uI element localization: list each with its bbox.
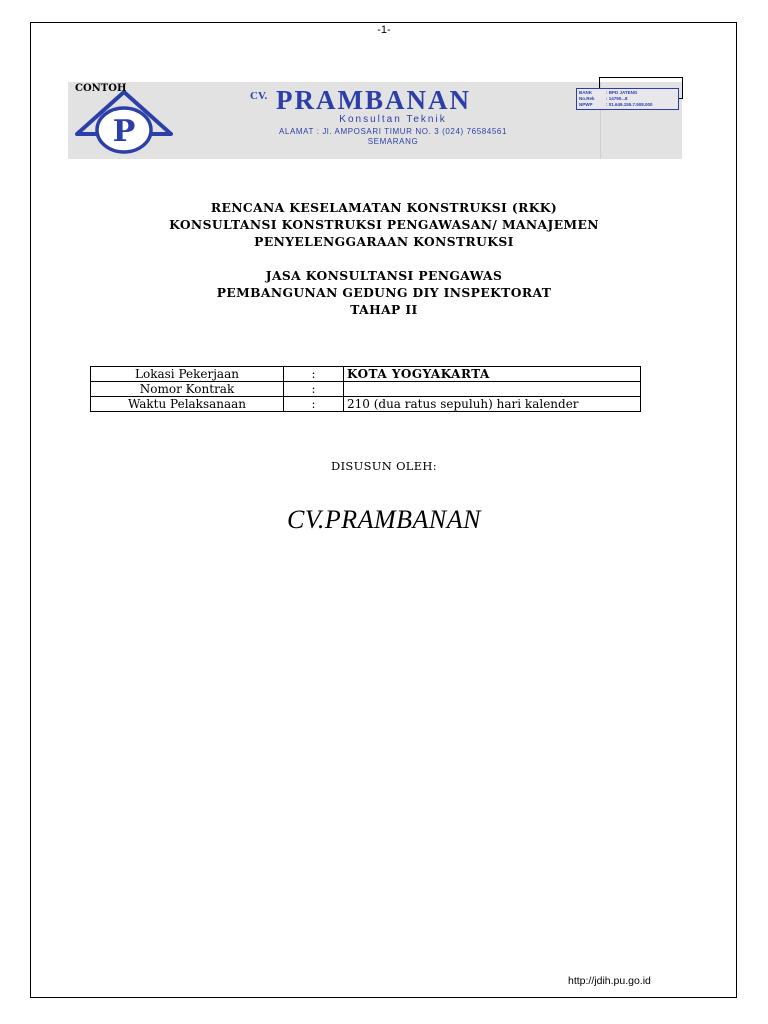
- row-label: Waktu Pelaksanaan: [91, 397, 284, 412]
- bank-value: : BPD JATENG: [606, 90, 638, 95]
- title-line-2: KONSULTANSI KONSTRUKSI PENGAWASAN/ MANAJEMEN: [169, 217, 599, 232]
- row-separator: :: [284, 367, 344, 382]
- row-value: KOTA YOGYAKARTA: [344, 367, 641, 382]
- company-tagline: Konsultan Teknik: [339, 114, 447, 125]
- bank-value: : 14790...8: [606, 96, 628, 101]
- author-name: CV.PRAMBANAN: [286, 505, 481, 534]
- title-line-3: PENYELENGGARAAN KONSTRUKSI: [254, 234, 514, 249]
- subtitle-line-1: JASA KONSULTANSI PENGAWAS: [265, 268, 503, 283]
- bank-key: NPWP: [579, 102, 593, 107]
- row-value: [344, 382, 641, 397]
- prepared-by-label: DISUSUN OLEH:: [331, 459, 437, 473]
- document-title: [0, 199, 768, 250]
- company-name: PRAMBANAN: [276, 85, 471, 115]
- bank-value: : 01.649.155.7.508.000: [606, 102, 653, 107]
- page-number: -1-: [377, 24, 391, 36]
- project-info-table: [90, 366, 641, 412]
- bank-row: [579, 102, 676, 108]
- subtitle-line-3: TAHAP II: [350, 302, 418, 317]
- company-prefix: CV.: [250, 90, 268, 102]
- address-line-2: SEMARANG: [367, 137, 419, 146]
- subtitle-line-2: PEMBANGUNAN GEDUNG DIY INSPEKTORAT: [216, 285, 552, 300]
- bank-key: No.Rek: [579, 96, 595, 101]
- bank-key: BANK: [579, 90, 592, 95]
- bank-info: [576, 88, 679, 110]
- title-line-1: RENCANA KESELAMATAN KONSTRUKSI (RKK): [210, 200, 558, 215]
- row-label: Nomor Kontrak: [91, 382, 284, 397]
- row-separator: :: [284, 382, 344, 397]
- table-row: [91, 367, 641, 382]
- company-logo-icon: [74, 86, 174, 156]
- footer-url: http://jdih.pu.go.id: [568, 975, 651, 987]
- logo-letter: P: [112, 114, 136, 149]
- row-value: 210 (dua ratus sepuluh) hari kalender: [344, 397, 641, 412]
- company-address: [208, 127, 578, 147]
- address-line-1: ALAMAT : Jl. AMPOSARI TIMUR NO. 3 (024) 76584561: [279, 127, 507, 136]
- contoh-label: CONTOH: [75, 83, 127, 94]
- document-subtitle: [0, 267, 768, 318]
- table-row: [91, 382, 641, 397]
- row-separator: :: [284, 397, 344, 412]
- row-label: Lokasi Pekerjaan: [91, 367, 284, 382]
- table-row: [91, 397, 641, 412]
